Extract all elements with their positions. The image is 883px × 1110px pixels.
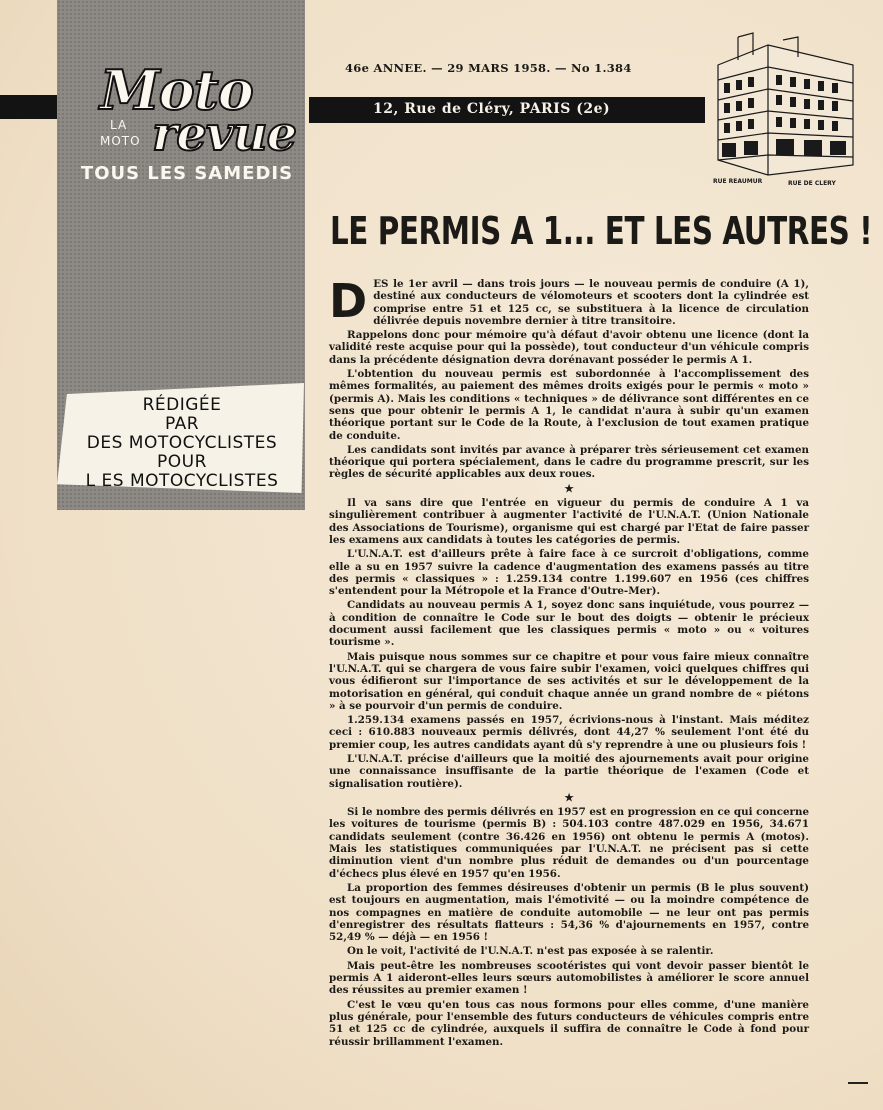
moto-revue-logo [92,58,302,163]
redigee-line: POUR [157,452,207,472]
paragraph: L'U.N.A.T. précise d'ailleurs que la moitié des ajournements avait pour origine une connaissance insuffisante de la partie théorique de l'examen (Code et signalisation routière). [329,752,809,790]
logo-la: LA [110,118,128,132]
paragraph: L'obtention du nouveau permis est subordonnée à l'accomplissement des mêmes formalités, au paiement des mêmes droits exigés pour le permis « moto » (permis A). Mais les conditions « techniques » de délivrance sont différentes en ce sens que pour obtenir le permis A 1, le candidat n'aura à subir qu'un examen théorique portant sur le Code de la Route, à l'exclusion de tout examen pratique de conduite. [329,368,809,442]
street-label-right: RUE DE CLERY [788,180,836,187]
paragraph: DES le 1er avril — dans trois jours — le nouveau permis de conduire (A 1), destiné aux conducteurs de vélomoteurs et scooters dont la cylindrée est comprise entre 51 et 125 cc, se substituera à la licence de circulation délivrée depuis novembre dernier à titre transitoire. [329,274,809,328]
paragraph: C'est le vœu qu'en tous cas nous formons pour elles comme, d'une manière plus générale, pour l'ensemble des futurs conducteurs de véhicules compris entre 51 et 125 cc de cylindrée, auxquels il suffira de connaître le Code à fond pour réussir brillamment l'examen. [329,998,809,1048]
street-label-left: RUE REAUMUR [713,178,763,185]
paragraph: Candidats au nouveau permis A 1, soyez donc sans inquiétude, vous pourrez — à condition de connaître le Code sur le bout des doigts — obtenir le précieux document aussi facilement que les classiques permis « moto » ou « voitures tourisme ». [329,599,809,649]
tagline: TOUS LES SAMEDIS [80,163,294,184]
paragraph: La proportion des femmes désireuses d'obtenir un permis (B le plus souvent) est toujours en augmentation, mais l'émotivité — ou la moindre compétence de nos compagnes en matière de conduite automobile — ne leur ont pas permis d'enregistrer des résultats flatteurs : 54,36 % d'ajournements en 1957, contre 52,49 % — déjà — en 1956 ! [329,881,809,944]
page-end-dash [848,1082,868,1084]
paragraph: L'U.N.A.T. est d'ailleurs prête à faire face à ce surcroit d'obligations, comme elle a su en 1957 suivre la cadence d'augmentation des examens passés au titre des permis « classiques » : 1.259.134 contre 1.199.607 en 1956 (ces chiffres s'entendent pour la Métropole et la France d'Outre-Mer). [329,548,809,598]
article-body [329,274,809,1050]
paragraph: Les candidats sont invités par avance à préparer très sérieusement cet examen théorique qui portera spécialement, dans le cadre du programme prescrit, sur les règles de sécurité applicables aux deux roues. [329,443,809,481]
headline: LE PERMIS A 1... ET LES AUTRES ! [330,209,873,253]
drop-cap: D [329,274,368,328]
redigee-line: PAR [164,414,200,434]
redigee-line: RÉDIGÉE [142,395,222,415]
paragraph: Si le nombre des permis délivrés en 1957 est en progression en ce qui concerne les voitures de tourisme (permis B) : 504.103 contre 487.029 en 1956, 34.671 candidats seulement (contre 36.426 en 1956) ont obtenu le permis A (motos). Mais les statistiques communiquées par l'U.N.A.T. ne précisent pas si cette diminution vient d'un nombre plus réduit de demandes ou d'un pourcentage d'échecs plus élevé en 1957 qu'en 1956. [329,806,809,880]
logo-revue: revue [152,106,297,162]
logo-moto: Moto [100,58,253,122]
star-separator: ★ [564,791,574,804]
redigee-text [62,396,302,491]
paragraph: Rappelons donc pour mémoire qu'à défaut d'avoir obtenu une licence (dont la validité reste acquise pour qui la possède), tout conducteur d'un véhicule compris dans la précédente désignation devra dorénavant posséder le permis A 1. [329,329,809,366]
star-separator: ★ [564,482,574,495]
issue-line: 46e ANNEE. — 29 MARS 1958. — No 1.384 [345,61,632,75]
address: 12, Rue de Cléry, PARIS (2e) [373,101,611,117]
redigee-line: L ES MOTOCYCLISTES [85,471,279,491]
paragraph: Mais puisque nous sommes sur ce chapitre et pour vous faire mieux connaître l'U.N.A.T. qui se chargera de vous faire subir l'examen, voici quelques chiffres qui vous édifieront sur l'importance de ses activités et sur le développement de la motorisation en général, qui conduit chaque année un grand nombre de « piétons » à se pourvoir d'un permis de conduire. [329,650,809,712]
paragraph: 1.259.134 examens passés en 1957, écrivions-nous à l'instant. Mais méditez ceci : 610.883 nouveaux permis délivrés, dont 44,27 % seulement l'ont été du premier coup, les autres candidats ayant dû s'y reprendre à une ou plusieurs fois ! [329,714,809,751]
redigee-line: DES MOTOCYCLISTES [86,433,278,453]
building-illustration [708,25,858,190]
paragraph: Il va sans dire que l'entrée en vigueur du permis de conduire A 1 va singulièrement contribuer à augmenter l'activité de l'U.N.A.T. (Union Nationale des Associations de Tourisme), organisme qui est chargé par l'Etat de faire passer les examens aux candidats à toutes les catégories de permis. [329,497,809,546]
paragraph: Mais peut-être les nombreuses scootéristes qui vont devoir passer bientôt le permis A 1 aideront-elles leurs sœurs automobilistes à améliorer le score annuel des réussites au premier examen ! [329,959,809,997]
logo-moto-small: MOTO [100,134,141,148]
paragraph: On le voit, l'activité de l'U.N.A.T. n'est pas exposée à se ralentir. [347,945,714,958]
header-band-left [0,95,57,119]
